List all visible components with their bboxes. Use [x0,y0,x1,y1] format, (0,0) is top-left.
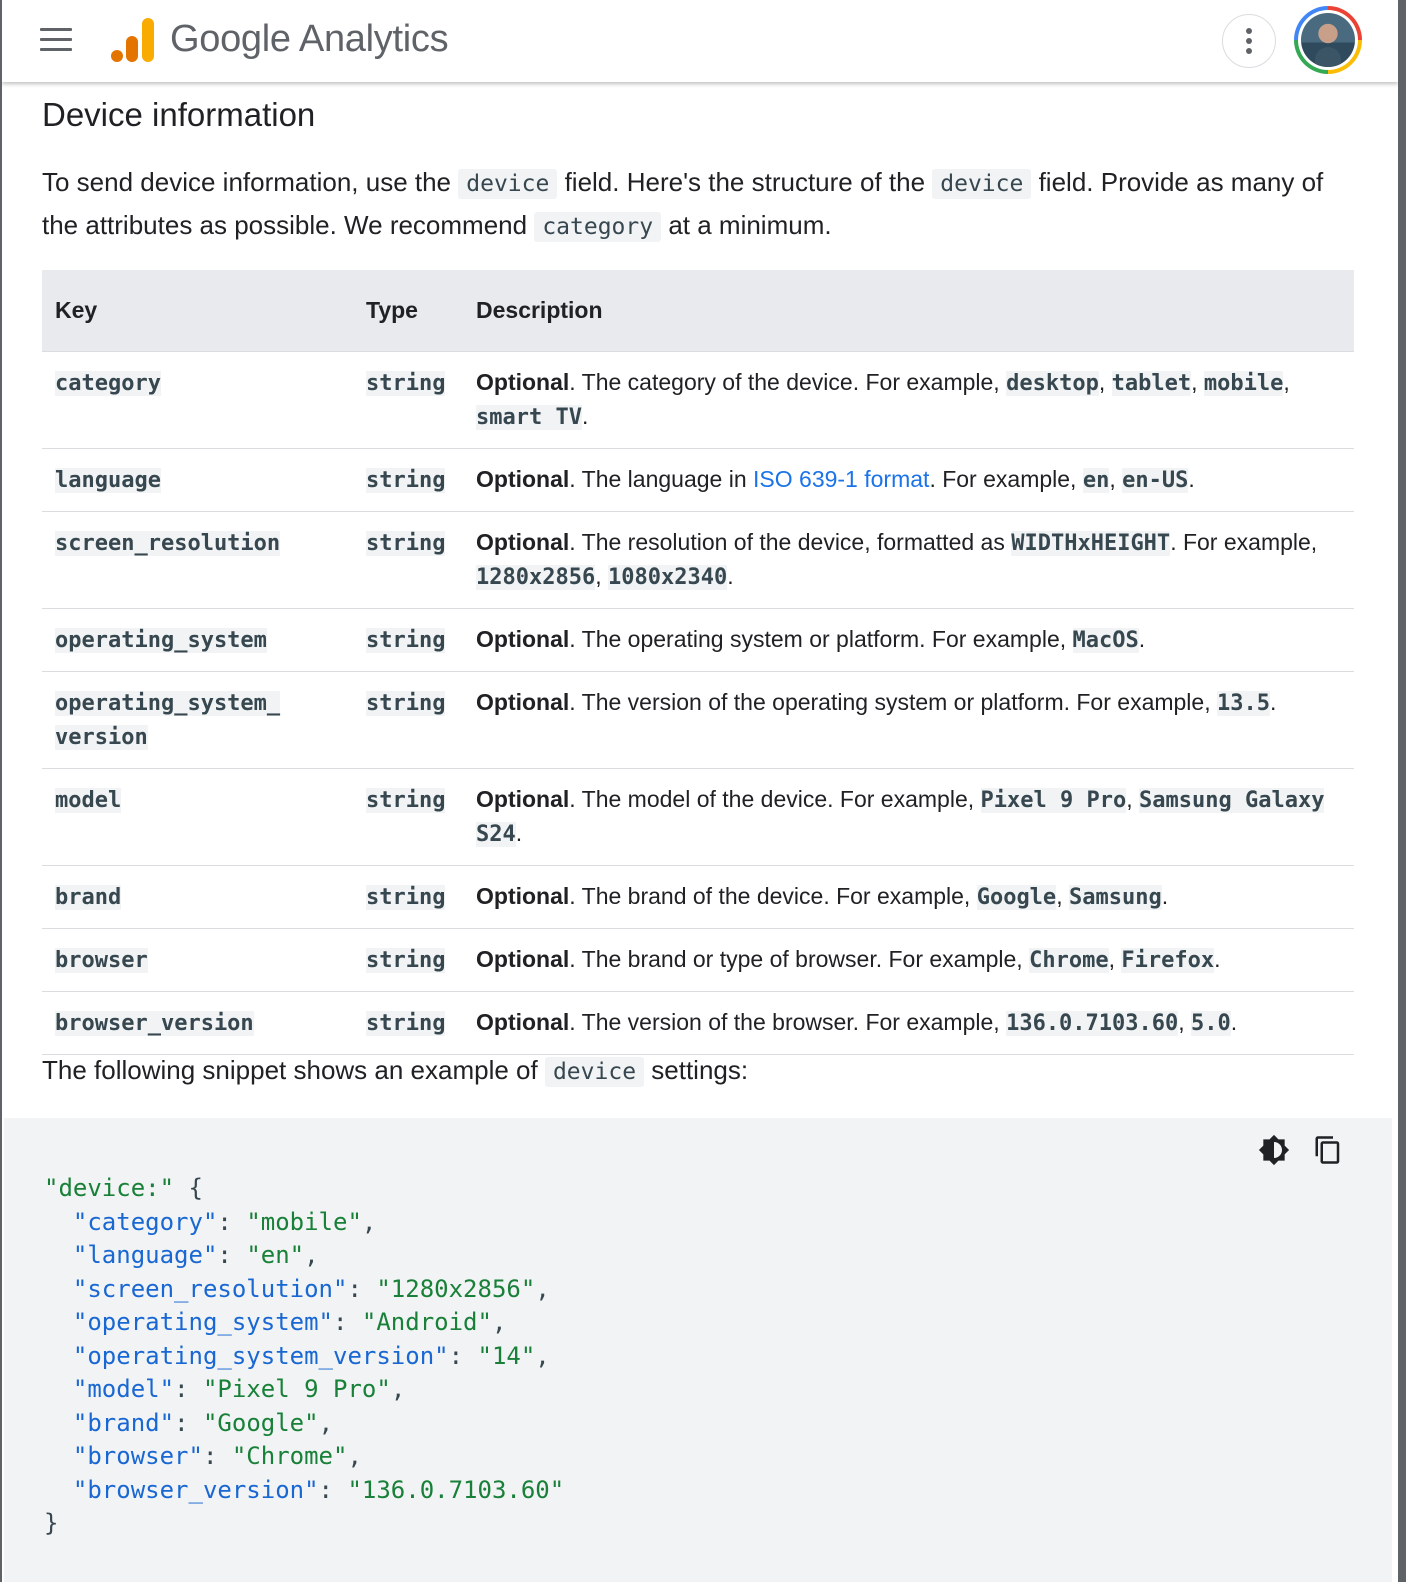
field-key: model [55,787,122,813]
table-row [42,768,1354,865]
field-type: string [366,370,446,396]
field-type: string [366,884,446,910]
field-description: Optional. The model of the device. For example, Pixel 9 Pro, Samsung Galaxy S24. [463,768,1354,865]
field-description: Optional. The operating system or platform. For example, MacOS. [463,608,1354,671]
col-header-description: Description [463,270,1354,351]
google-analytics-logo-icon[interactable] [110,16,156,64]
table-row [42,511,1354,608]
app-header [2,0,1398,82]
field-key: operating_system_ [55,690,281,716]
field-key: version [55,724,148,750]
field-type: string [366,947,446,973]
table-row [42,351,1354,448]
table-row [42,671,1354,768]
product-brand[interactable] [170,18,448,61]
field-description: Optional. The version of the operating system or platform. For example, 13.5. [463,671,1354,768]
copy-icon[interactable] [1310,1132,1346,1168]
more-vert-icon[interactable] [1222,14,1276,68]
field-type: string [366,467,446,493]
table-row [42,608,1354,671]
field-key: browser [55,947,148,973]
inline-code: device [458,169,557,199]
table-row [42,991,1354,1054]
code-snippet-block [4,1118,1392,1582]
hamburger-menu-icon[interactable] [40,28,72,54]
table-row [42,928,1354,991]
device-fields-table [42,270,1354,1055]
field-type: string [366,627,446,653]
col-header-type: Type [353,270,463,351]
field-type: string [366,787,446,813]
field-key: category [55,370,161,396]
field-description: Optional. The language in ISO 639-1 format. For example, en, en-US. [463,448,1354,511]
field-type: string [366,1010,446,1036]
snippet-intro: The following snippet shows an example of device settings: [42,1055,749,1085]
iso-639-1-link[interactable]: ISO 639-1 format [753,465,930,492]
field-key: screen_resolution [55,530,281,556]
field-description: Optional. The brand of the device. For example, Google, Samsung. [463,865,1354,928]
field-key: language [55,467,161,493]
col-header-key: Key [42,270,353,351]
field-description: Optional. The version of the browser. For example, 136.0.7103.60, 5.0. [463,991,1354,1054]
field-description: Optional. The brand or type of browser. For example, Chrome, Firefox. [463,928,1354,991]
intro-paragraph: To send device information, use the device field. Here's the structure of the device field. Provide as many of the attributes as possible. We recommend category at a minimum. [42,167,1324,240]
code-content[interactable]: "device:" { "category": "mobile", "language": "en", "screen_resolution": "1280x2856", "operating_system": "Android", "operating_system_version": "14", "model": "Pixel 9 Pro", "brand": "Google", "browser": "Chrome", "browser_version": "136.0.7103.60" } [44,1174,565,1537]
inline-code: device [545,1057,644,1087]
table-row [42,448,1354,511]
field-type: string [366,530,446,556]
brightness-theme-icon[interactable] [1256,1132,1292,1168]
field-description: Optional. The resolution of the device, formatted as WIDTHxHEIGHT. For example, 1280x2856, 1080x2340. [463,511,1354,608]
brand-analytics: Analytics [298,18,449,60]
field-key: browser_version [55,1010,254,1036]
table-row [42,865,1354,928]
field-description: Optional. The category of the device. For example, desktop, tablet, mobile, smart TV. [463,351,1354,448]
inline-code: device [932,169,1031,199]
table-header-row [42,270,1354,351]
field-key: brand [55,884,122,910]
field-type: string [366,690,446,716]
brand-google: Google [170,18,291,60]
account-avatar[interactable] [1294,6,1362,74]
field-key: operating_system [55,627,267,653]
inline-code: category [534,212,661,242]
section-title: Device information [42,96,316,133]
avatar-photo [1301,13,1355,67]
